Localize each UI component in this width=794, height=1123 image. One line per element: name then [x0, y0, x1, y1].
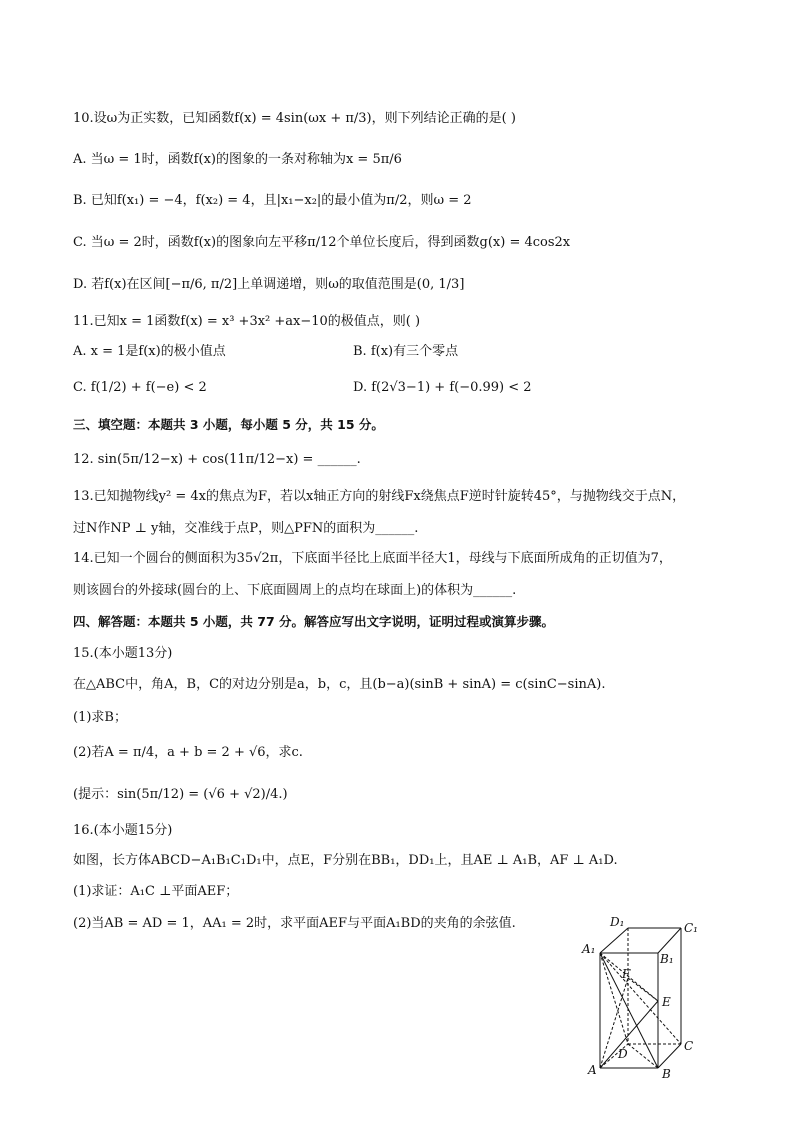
q14-line-2: 则该圆台的外接球(圆台的上、下底面圆周上的点均在球面上)的体积为______. — [73, 583, 517, 598]
q11-option-b: B. f(x)有三个零点 — [353, 344, 459, 359]
q15-part-1: (1)求B； — [73, 710, 127, 725]
label-d: D — [618, 1047, 628, 1061]
label-c1: C₁ — [684, 921, 698, 935]
label-a1: A₁ — [582, 942, 596, 956]
section-title-solution: 四、解答题：本题共 5 小题，共 77 分。解答应写出文字说明，证明过程或演算步骤。 — [73, 614, 555, 629]
q11-option-c: C. f(1/2) + f(−e) < 2 — [73, 380, 207, 395]
label-d1: D₁ — [610, 915, 625, 929]
q15-hint: (提示：sin(5π/12) = (√6 + √2)/4.) — [73, 787, 288, 802]
q10-stem: 10.设ω为正实数，已知函数f(x) = 4sin(ωx + π/3)，则下列结论正确的是( ) — [73, 111, 516, 126]
q16-part-1: (1)求证：A₁C ⊥平面AEF； — [73, 884, 239, 899]
label-e: E — [662, 995, 671, 1009]
q10-option-a: A. 当ω = 1时，函数f(x)的图象的一条对称轴为x = 5π/6 — [73, 152, 402, 167]
edge-a1-d1 — [600, 928, 628, 953]
question-12: 12. sin(5π/12−x) + cos(11π/12−x) = ______. — [73, 452, 361, 467]
edge-b-c — [658, 1044, 681, 1068]
q15-part-2: (2)若A = π/4，a + b = 2 + √6，求c. — [73, 745, 303, 760]
q16-part-2: (2)当AB = AD = 1，AA₁ = 2时，求平面AEF与平面A₁BD的夹角的余弦值. — [73, 916, 516, 931]
q15-stem: 在△ABC中，角A，B，C的对边分别是a，b，c，且(b−a)(sinB + sinA) = c(sinC−sinA). — [73, 677, 606, 692]
q11-stem: 11.已知x = 1函数f(x) = x³ +3x² +ax−10的极值点，则( ) — [73, 314, 421, 329]
q11-option-d: D. f(2√3−1) + f(−0.99) < 2 — [353, 380, 532, 395]
q16-header: 16.(本小题15分) — [73, 823, 173, 838]
q16-stem: 如图，长方体ABCD−A₁B₁C₁D₁中，点E，F分别在BB₁，DD₁上，且AE ⊥ A₁B，AF ⊥ A₁D. — [73, 853, 618, 868]
section-title-fill-in: 三、填空题：本题共 3 小题，每小题 5 分，共 15 分。 — [73, 417, 384, 432]
cuboid-diagram — [578, 908, 708, 1083]
q13-line-2: 过N作NP ⊥ y轴，交准线于点P，则△PFN的面积为______. — [73, 521, 419, 536]
q15-header: 15.(本小题13分) — [73, 646, 173, 661]
label-b1: B₁ — [660, 952, 674, 966]
segment-d-b — [628, 1044, 658, 1068]
label-a: A — [588, 1063, 597, 1077]
q13-line-1: 13.已知抛物线y² = 4x的焦点为F，若以x轴正方向的射线Fx绕焦点F逆时针旋转45°，与抛物线交于点N， — [73, 489, 686, 504]
q10-option-c: C. 当ω = 2时，函数f(x)的图象向左平移π/12个单位长度后，得到函数g(x) = 4cos2x — [73, 235, 571, 250]
cuboid-figure — [578, 908, 708, 1083]
edge-b1-c1 — [658, 928, 681, 953]
label-b: B — [662, 1067, 671, 1081]
q10-option-d: D. 若f(x)在区间[−π/6, π/2]上单调递增，则ω的取值范围是(0, 1/3] — [73, 277, 465, 292]
label-c: C — [684, 1039, 694, 1053]
q11-option-a: A. x = 1是f(x)的极小值点 — [73, 344, 226, 359]
q14-line-1: 14.已知一个圆台的侧面积为35√2π，下底面半径比上底面半径大1，母线与下底面所成角的正切值为7， — [73, 551, 672, 566]
q10-option-b: B. 已知f(x₁) = −4，f(x₂) = 4，且|x₁−x₂|的最小值为π/2，则ω = 2 — [73, 193, 472, 208]
segment-f-e — [628, 978, 658, 1001]
label-f: F — [622, 967, 631, 981]
